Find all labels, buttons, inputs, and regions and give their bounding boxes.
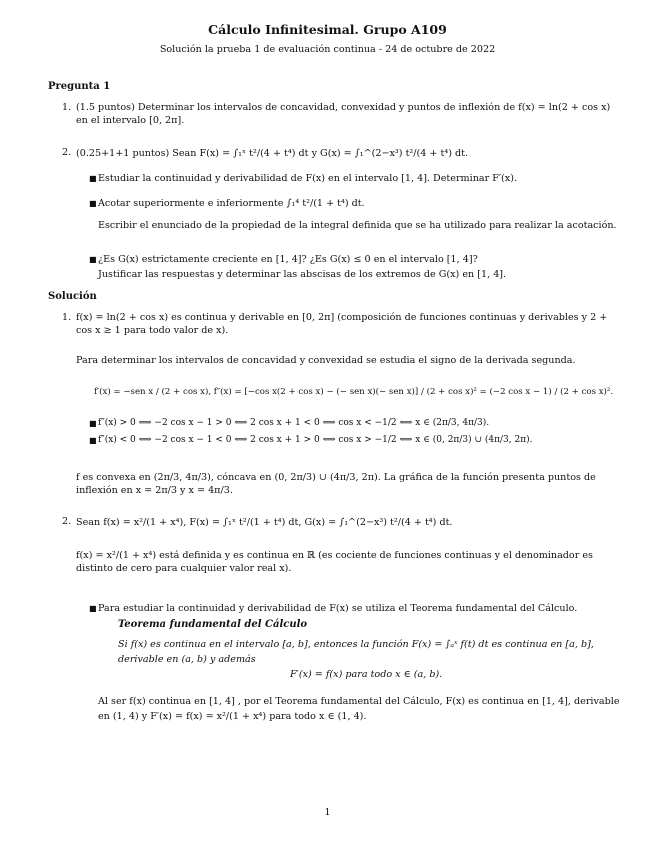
solution-item-2-paragraph: f(x) = x²/(1 + x⁴) está definida y es continua en ℝ (es cociente de funciones continuas y el denominador es distinto de cero para cualquier valor real x). [76, 550, 593, 574]
document-title: Cálculo Infinitesimal. Grupo A109 [208, 22, 447, 37]
solution-item-2-final: Al ser f(x) continua en [1, 4] , por el Teorema fundamental del Cálculo, F(x) es continua en [1, 4], derivable en (1, 4) y F′(x) = f(x) = x²/(1 + x⁴) para todo x ∈ (1, 4). [98, 696, 620, 722]
solution-heading: Solución [48, 291, 97, 302]
bullet-marker: ■ [89, 436, 97, 445]
theorem-statement: Si f(x) es continua en el intervalo [a, b], entonces la función F(x) = ∫ₐˣ f(t) dt es continua en [a, b], derivable en (a, b) y además [118, 639, 594, 665]
solution-derivatives-formula: f′(x) = −sen x / (2 + cos x), f″(x) = [−cos x(2 + cos x) − (− sen x)(− sen x)] / (2 + cos x)² = (−2 cos x − 1) / (2 + cos x)². [94, 387, 614, 397]
question-bullet-continuity: Estudiar la continuidad y derivabilidad de F(x) en el intervalo [1, 4]. Determinar F′(x). [98, 173, 518, 184]
theorem-title: Teorema fundamental del Cálculo [118, 619, 308, 630]
question-bullet-bounds: Acotar superiormente e inferiormente ∫₁⁴ t²/(1 + t⁴) dt. [98, 198, 365, 209]
bullet-marker: ■ [89, 174, 97, 183]
bullet-marker: ■ [89, 604, 97, 613]
solution-item-1-number: 1. [62, 312, 72, 323]
solution-item-1-text: f(x) = ln(2 + cos x) es continua y derivable en [0, 2π] (composición de funciones continuas y derivables y 2 + cos x ≥ 1 para todo valor de x). [76, 312, 608, 336]
solution-ftc-bullet: Para estudiar la continuidad y derivabilidad de F(x) se utiliza el Teorema fundamental del Cálculo. [98, 603, 578, 614]
document-subtitle: Solución la prueba 1 de evaluación continua - 24 de octubre de 2022 [159, 44, 496, 55]
question-heading: Pregunta 1 [48, 81, 111, 92]
question-bullet-growth: ¿Es G(x) estrictamente creciente en [1, 4]? ¿Es G(x) ≤ 0 en el intervalo [1, 4]? [98, 254, 478, 265]
solution-convex-condition: f″(x) > 0 ⟺ −2 cos x − 1 > 0 ⟺ 2 cos x + 1 < 0 ⟺ cos x < −1/2 ⟺ x ∈ (2π/3, 4π/3). [98, 418, 490, 428]
theorem-formula: F′(x) = f(x) para todo x ∈ (a, b). [290, 669, 443, 680]
bullet-marker: ■ [89, 199, 97, 208]
question-item-1-number: 1. [62, 102, 72, 113]
question-bullet-bounds-extra: Escribir el enunciado de la propiedad de la integral definida que se ha utilizado para realizar la acotación. [98, 220, 617, 231]
page-number: 1 [324, 807, 331, 818]
solution-item-2-number: 2. [62, 516, 72, 527]
solution-item-2-text: Sean f(x) = x²/(1 + x⁴), F(x) = ∫₁ˣ t²/(1 + t⁴) dt, G(x) = ∫₁^(2−x³) t²/(4 + t⁴) dt. [76, 517, 453, 528]
question-item-2-number: 2. [62, 147, 72, 158]
bullet-marker: ■ [89, 419, 97, 428]
question-item-2-text: (0.25+1+1 puntos) Sean F(x) = ∫₁ˣ t²/(4 + t⁴) dt y G(x) = ∫₁^(2−x³) t²/(4 + t⁴) dt. [76, 148, 469, 159]
question-bullet-growth-extra: Justificar las respuestas y determinar las abscisas de los extremos de G(x) en [1, 4]. [98, 269, 507, 280]
bullet-marker: ■ [89, 255, 97, 264]
solution-concave-condition: f″(x) < 0 ⟺ −2 cos x − 1 < 0 ⟺ 2 cos x + 1 > 0 ⟺ cos x > −1/2 ⟺ x ∈ (0, 2π/3) ∪ (4π/3, 2π). [98, 435, 533, 445]
question-item-1-text: (1.5 puntos) Determinar los intervalos de concavidad, convexidad y puntos de inflexión de f(x) = ln(2 + cos x) en el intervalo [0, 2π]. [76, 102, 611, 126]
solution-item-1-paragraph: Para determinar los intervalos de concavidad y convexidad se estudia el signo de la derivada segunda. [76, 355, 576, 366]
solution-item-1-conclusion: f es convexa en (2π/3, 4π/3), cóncava en (0, 2π/3) ∪ (4π/3, 2π). La gráfica de la función presenta puntos de inflexión en x = 2π/3 y x = 4π/3. [76, 472, 596, 496]
